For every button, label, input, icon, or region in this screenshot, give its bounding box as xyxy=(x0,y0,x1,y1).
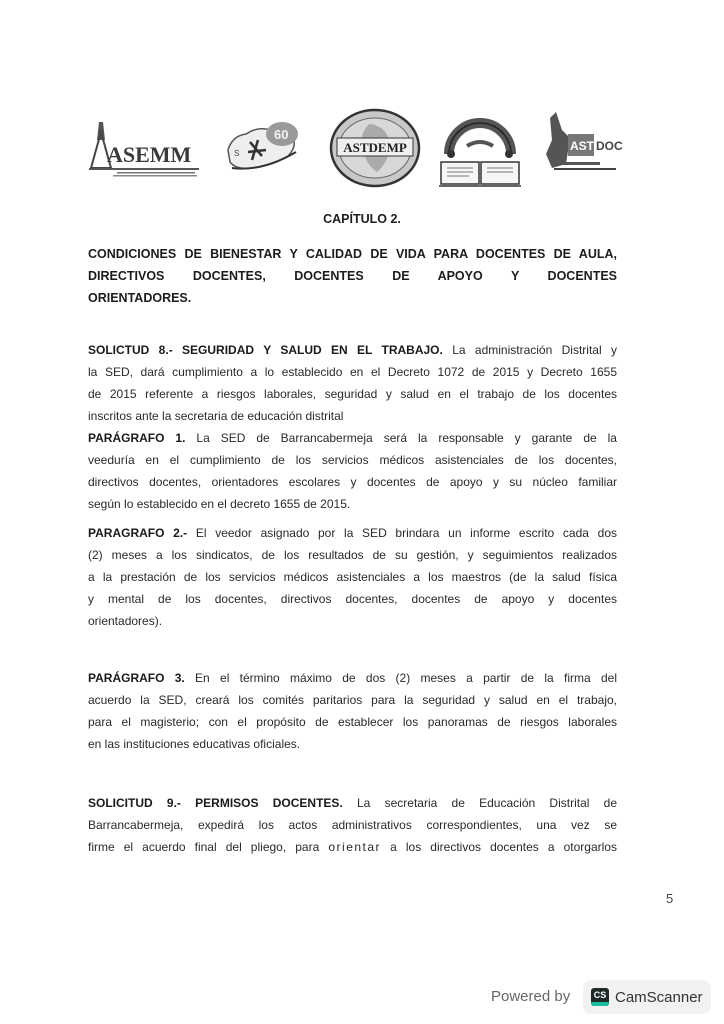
paragraph-text: El veedor asignado por la SED brindara un informe escrito cada dos xyxy=(187,526,617,540)
paragraph-line: según lo establecido en el decreto 1655 de 2015. xyxy=(88,497,351,511)
camscanner-brand: CamScanner xyxy=(615,988,703,1006)
paragrafo-3-label: PARÁGRAFO 3. xyxy=(88,671,185,685)
svg-text:S: S xyxy=(234,149,240,158)
paragraph-line: directivos docentes, orientadores escolares y docentes de apoyo y su núcleo familiar xyxy=(88,475,617,489)
paragraph-line: orientadores). xyxy=(88,614,163,628)
asemm-text: ASEMM xyxy=(107,142,192,167)
chapter-title-line: CONDICIONES DE BIENESTAR Y CALIDAD DE VIDA PARA DOCENTES DE AULA, xyxy=(88,247,617,261)
sixty-text: 60 xyxy=(274,127,289,142)
chapter-title-line: ORIENTADORES. xyxy=(88,291,192,305)
paragraph-text: a los directivos docentes a otorgarlos xyxy=(381,840,617,854)
paragraph-text: La SED de Barrancabermeja será la responsable y garante de la xyxy=(185,431,617,445)
paragraph-line: Barrancabermeja, expedirá los actos administrativos correspondientes, una vez se xyxy=(88,818,617,832)
paragraph-line: en las instituciones educativas oficiales. xyxy=(88,737,301,751)
camscanner-badge xyxy=(583,980,711,1014)
paragraph-text: En el término máximo de dos (2) meses a partir de la firma del xyxy=(184,671,617,685)
spaced-word: orientar xyxy=(328,840,382,854)
paragrafo-1-label: PARÁGRAFO 1. xyxy=(88,431,186,445)
paragraph-line: inscritos ante la secretaria de educación distrital xyxy=(88,409,344,423)
paragraph-line: a la prestación de los servicios médicos asistenciales a los maestros (de la salud física xyxy=(88,570,617,584)
sintraeduc-60-logo xyxy=(222,116,302,178)
asemm-logo xyxy=(85,118,203,180)
chapter-heading: CAPÍTULO 2. xyxy=(323,212,401,226)
paragraph-line: la SED, dará cumplimiento a lo establecido en el Decreto 1072 de 2015 y Decreto 1655 xyxy=(88,365,617,379)
powered-by-text: Powered by xyxy=(491,988,571,1005)
astdemp-logo xyxy=(329,108,421,188)
solicitud-8-label: SOLICTUD 8.- SEGURIDAD Y SALUD EN EL TRABAJO. xyxy=(88,343,443,357)
astdemp-text: ASTDEMP xyxy=(343,140,407,155)
camscanner-icon: CS xyxy=(591,988,609,1006)
chapter-title-line: DIRECTIVOS DOCENTES, DOCENTES DE APOYO Y DOCENTES xyxy=(88,269,617,283)
svg-text:AST: AST xyxy=(570,139,594,153)
paragraph-text: firme el acuerdo final del pliego, para xyxy=(88,840,329,854)
paragraph-line: (2) meses a los sindicatos, de los resultados de su gestión, y seguimientos realizados xyxy=(88,548,617,562)
paragraph-line: para el magisterio; con el propósito de establecer los panoramas de riesgos laborales xyxy=(88,715,617,729)
header-logos xyxy=(85,108,630,188)
paragrafo-1 xyxy=(88,427,617,515)
paragraph-line xyxy=(88,836,617,858)
paragraph-line: de 2015 referente a riesgos laborales, seguridad y salud en el trabajo de los docentes xyxy=(88,387,617,401)
solicitud-8 xyxy=(88,339,617,427)
solicitud-9 xyxy=(88,792,617,858)
paragraph-text: La administración Distrital y xyxy=(442,343,617,357)
paragrafo-3 xyxy=(88,667,617,755)
book-wheel-logo xyxy=(437,110,523,188)
chapter-title xyxy=(88,243,617,309)
paragraph-text: La secretaria de Educación Distrital de xyxy=(342,796,617,810)
astdoc-logo xyxy=(540,108,630,178)
svg-text:DOC: DOC xyxy=(596,139,623,153)
paragraph-line: veeduría en el cumplimiento de los servicios médicos asistenciales de los docentes, xyxy=(88,453,617,467)
paragrafo-2 xyxy=(88,522,617,632)
paragraph-line: acuerdo la SED, creará los comités paritarios para la seguridad y salud en el trabajo, xyxy=(88,693,617,707)
paragraph-line: y mental de los docentes, directivos docentes, docentes de apoyo y docentes xyxy=(88,592,617,606)
solicitud-9-label: SOLICITUD 9.- PERMISOS DOCENTES. xyxy=(88,796,343,810)
paragrafo-2-label: PARAGRAFO 2.- xyxy=(88,526,188,540)
page-number: 5 xyxy=(666,891,674,906)
